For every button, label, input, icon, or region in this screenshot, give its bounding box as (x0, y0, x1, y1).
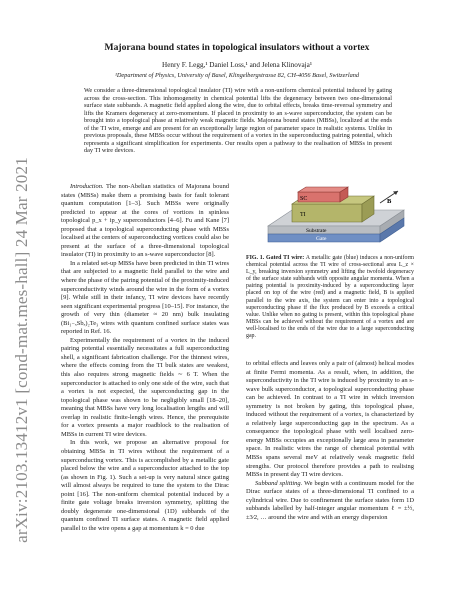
author-list: Henry F. Legg,¹ Daniel Loss,¹ and Jelena Klinovaja¹ (162, 61, 312, 69)
paper-title: Majorana bound states in topological insulators without a vortex (104, 42, 370, 53)
intro-paragraph (61, 183, 229, 260)
label-sc: SC (300, 196, 308, 202)
caption-text: A metallic gate (blue) induces a non-uniform chemical potential across the TI wire of cross-sectional area L_z × L_y, breaking inversion symmetry and lifting the twofold degeneracy of the surface state subbands with opposite angular momenta. When a pairing potential is proximity-induced by a superconducting layer placed on top of the wire (red) and a magnetic field, B is applied parallel to the wire axis, the system can enter into a topological superconducting phase if the flux produced by B exceeds a critical value. Unlike when no gating is present, within this topological phase MBSs can be achieved without the requirement of a vortex and are well-localised to the ends of the wire due to a large superconducting gap. (246, 255, 414, 340)
section-label-subband-splitting: Subband splitting. (255, 479, 303, 487)
paragraph-3: Experimentally the requirement of a vortex in the induced pairing potential essentially necessitates a full superconducting shell, a significant fabrication challenge. For the thinnest wires, where the effects coming from the TI bulk states are weakest, this also requires strong magnetic fields ∼ 6 T. When the superconductor is attached to only one side of the wire, such that a vortex is not expected, the superconducting gap in the topological phase was shown to be negligibly small [18–20], meaning that MBSs have very long localisation lengths and will overlap in realistic finite-length wires. Hence, the prerequisite for a vortex presents a major roadblock to the realisation of MBSs in current TI wire devices. (61, 336, 229, 438)
figure-1-caption (246, 255, 414, 340)
label-gate: Gate (316, 236, 327, 242)
right-column (246, 360, 414, 600)
paragraph-continued: to orbital effects and leaves only a pair of (almost) helical modes at finite Fermi momenta. As a result, when, in addition, the superconductivity in the TI wire is induced by proximity to an s-wave bulk superconductor, a topological superconducting phase can be achieved. In contrast to a TI wire in which inversion symmetry is not broken by gating, this topological phase, induced without the requirement of a vortex, is characterized by a relatively large superconducting gap in the spectrum. As a consequence the topological phase with well localised zero-energy MBSs occupies an exceptionally large area in parameter space. In realistic wires the range of chemical potential with MBSs spans several meV at relatively weak magnetic field strengths. Our protocol therefore provides a path to realising MBSs in present day TI wire devices. (246, 360, 414, 479)
label-b: B (387, 198, 392, 205)
caption-label: FIG. 1. Gated TI wire: (246, 255, 305, 261)
arxiv-id: arXiv:2103.13412v1 [cond-mat.mes-hall] 24 Mar 2021 (12, 157, 31, 543)
arrow-head-icon (393, 191, 398, 195)
arxiv-sidebar-stamp (2, 140, 42, 560)
affiliation: ¹Department of Physics, University of Basel, Klingelbergstrasse 82, CH-4056 Basel, Switzerland (114, 71, 360, 79)
figure-1-schematic (262, 176, 412, 252)
label-substrate: Substrate (306, 228, 327, 234)
subband-paragraph (246, 480, 414, 523)
section-label-introduction: Introduction. (70, 183, 104, 190)
label-ti: TI (300, 212, 306, 218)
left-column (61, 183, 229, 593)
paragraph-4: In this work, we propose an alternative proposal for obtaining MBSs in TI wires without the requirement of a superconducting vortex. This is accomplished by a metallic gate placed below the wire and a superconductor attached to the top (as shown in Fig. 1). Such a set-up is very natural since gating will almost always be required to tune the system to the Dirac point [16]. The non-uniform chemical potential induced by a finite gate voltage breaks inversion symmetry, splitting the doubly degenerate one-dimensional (1D) subbands of the quantum confined TI surface states. A magnetic field applied parallel to the wire opens a gap at momentum k = 0 due (61, 439, 229, 532)
superconductor-top (298, 187, 348, 192)
abstract: We consider a three-dimensional topological insulator (TI) wire with a non-uniform chemical potential induced by gating across the cross-section. This inhomogeneity in chemical potential lifts the degeneracy between two one-dimensional surface state subbands. A magnetic field applied along the wire, due to orbital effects, breaks time-reversal symmetry and lifts the Kramers degeneracy at zero-momentum. If placed in proximity to an s-wave superconductor, the system can be brought into a topological phase at relatively weak magnetic fields. Majorana bound states (MBSs), localized at the ends of the TI wire, emerge and are present for an exceptionally large region of parameter space in realistic systems. Unlike in previous proposals, these MBSs occur without the requirement of a vortex in the superconducting pairing potential, which represents a significant simplification for experiments. Our results open a pathway to the realisation of MBSs in present day TI wire devices. (84, 87, 392, 155)
paragraph-text: The non-Abelian statistics of Majorana bound states (MBSs) make them a promising basis for fault tolerant quantum computation [1–3]. Such MBSs were originally predicted to appear at the cores of vortices in spinless topological p_x + ip_y superconductors [4–6]. Fu and Kane [7] proposed that a topological superconducting phase with MBSs localised at the centers of superconducting vortices could also be present at the surface of a three-dimensional topological insulator (TI) in proximity to an s-wave superconductor [8]. (61, 183, 229, 259)
paragraph-2: In a related set-up MBSs have been predicted in thin TI wires that are subjected to a magnetic field parallel to the wire and where the phase of the pairing potential of the proximity-induced superconductivity winds around the wire in the form of a vortex [9]. While still in their infancy, TI wire devices have recently seen significant experimental progress [10–15]. For instance, the growth of very thin (diameter ≈ 20 nm) bulk insulating (Bi₁₋ₓSbₓ)₂Te₃ wires with quantum confined surface states was reported in Ref. 16. (61, 259, 229, 336)
paragraph-text: We begin with a continuum model for the Dirac surface states of a three-dimensional TI confined to a cylindrical wire. Due to confinement the surface states form 1D subbands labelled by half-integer angular momentum ℓ = ±½, ±3⁄2, … around the wire and with an energy dispersion (246, 479, 414, 521)
